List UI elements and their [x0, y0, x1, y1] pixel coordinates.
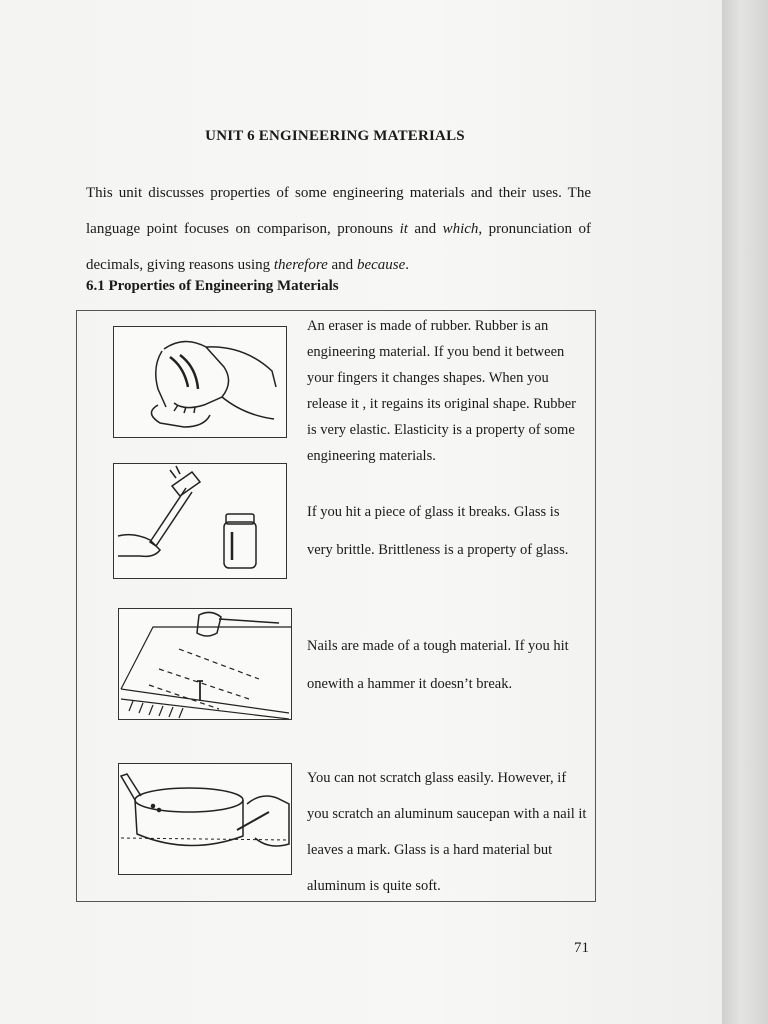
intro-text: and	[407, 221, 443, 237]
hardness-paragraph: You can not scratch glass easily. However, if you scratch an aluminum saucepan with a nail it leaves a mark. Glass is a hard material but aluminum is quite soft.	[307, 770, 587, 894]
intro-text: and	[327, 257, 357, 273]
brittleness-paragraph: If you hit a piece of glass it breaks. Glass is very brittle. Brittleness is a property of glass.	[307, 504, 569, 558]
page-number: 71	[574, 940, 589, 956]
hammer-glass-jar-icon	[113, 463, 287, 579]
hammer-nail-icon	[118, 608, 292, 720]
section-heading: 6.1 Properties of Engineering Materials	[86, 278, 339, 294]
intro-text: .	[405, 257, 409, 273]
intro-emphasis: therefore	[273, 257, 328, 273]
elasticity-paragraph: An eraser is made of rubber. Rubber is an engineering material. If you bend it between your fingers it changes shapes. When you release it , it regains its original shape. Rubber is very elastic. Elasticity is a property of some engineering materials.	[307, 318, 576, 464]
intro-emphasis: which	[442, 221, 479, 237]
saucepan-scratch-icon	[118, 763, 292, 875]
eraser-squeeze-icon	[113, 326, 287, 438]
intro-text: , pronunciation of decimals, giving reasons using	[86, 221, 591, 273]
toughness-paragraph: Nails are made of a tough material. If you hit onewith a hammer it doesn’t break.	[307, 638, 569, 692]
page-edge	[722, 0, 768, 1024]
intro-emphasis: because	[356, 257, 406, 273]
intro-emphasis: it	[399, 221, 408, 237]
intro-text: This unit discusses properties of some engineering materials and their uses. The language point focuses on comparison, pronouns	[86, 185, 591, 237]
unit-title: UNIT 6 ENGINEERING MATERIALS	[205, 128, 465, 144]
intro-paragraph	[86, 175, 591, 283]
